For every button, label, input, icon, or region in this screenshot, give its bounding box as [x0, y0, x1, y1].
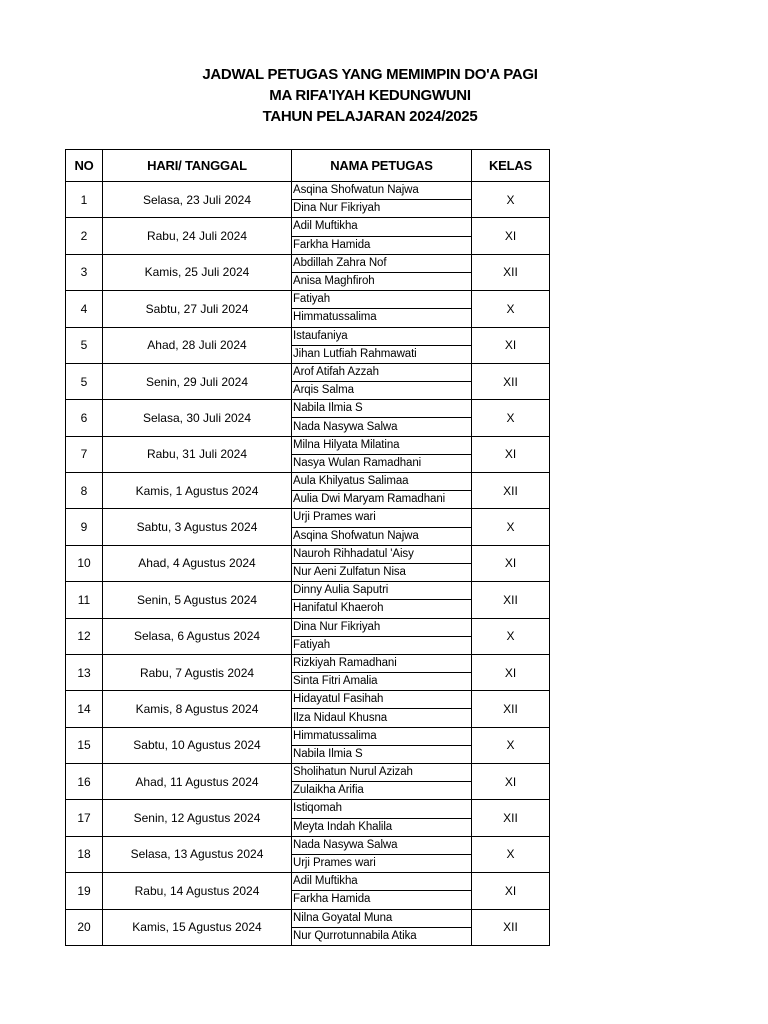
- officer-name: Asqina Shofwatun Najwa: [292, 527, 472, 545]
- row-day-date: Selasa, 6 Agustus 2024: [103, 618, 292, 654]
- table-row: [66, 327, 550, 345]
- table-row: [66, 182, 550, 200]
- document-title: [0, 64, 740, 127]
- table-row: [66, 873, 550, 891]
- table-row: [66, 764, 550, 782]
- table-row: [66, 363, 550, 381]
- row-number: 11: [66, 582, 103, 618]
- row-class: XI: [472, 218, 550, 254]
- officer-name: Istiqomah: [292, 800, 472, 818]
- row-class: XI: [472, 873, 550, 909]
- row-number: 3: [66, 254, 103, 290]
- officer-name: Urji Prames wari: [292, 854, 472, 872]
- title-line-3: TAHUN PELAJARAN 2024/2025: [262, 108, 478, 125]
- officer-name: Aula Khilyatus Salimaa: [292, 473, 472, 491]
- officer-name: Dinny Aulia Saputri: [292, 582, 472, 600]
- row-day-date: Selasa, 23 Juli 2024: [103, 182, 292, 218]
- table-row: [66, 400, 550, 418]
- row-class: XII: [472, 909, 550, 945]
- table-row: [66, 618, 550, 636]
- row-number: 7: [66, 436, 103, 472]
- row-number: 17: [66, 800, 103, 836]
- row-class: XI: [472, 545, 550, 581]
- table-row: [66, 291, 550, 309]
- officer-name: Hidayatul Fasihah: [292, 691, 472, 709]
- header-kelas: KELAS: [472, 150, 550, 182]
- row-class: X: [472, 836, 550, 872]
- row-day-date: Senin, 29 Juli 2024: [103, 363, 292, 399]
- row-class: XI: [472, 436, 550, 472]
- row-class: XI: [472, 764, 550, 800]
- row-class: X: [472, 182, 550, 218]
- row-class: X: [472, 618, 550, 654]
- header-name: NAMA PETUGAS: [292, 150, 472, 182]
- row-class: XII: [472, 691, 550, 727]
- officer-name: Nur Qurrotunnabila Atika: [292, 927, 472, 945]
- table-row: [66, 691, 550, 709]
- officer-name: Arof Atifah Azzah: [292, 363, 472, 381]
- row-number: 5: [66, 363, 103, 399]
- row-day-date: Rabu, 14 Agustus 2024: [103, 873, 292, 909]
- schedule-body: [66, 182, 550, 946]
- row-number: 16: [66, 764, 103, 800]
- officer-name: Farkha Hamida: [292, 891, 472, 909]
- title-line-2: MA RIFA'IYAH KEDUNGWUNI: [269, 87, 471, 104]
- row-class: XII: [472, 473, 550, 509]
- row-class: XII: [472, 363, 550, 399]
- row-number: 10: [66, 545, 103, 581]
- row-day-date: Kamis, 1 Agustus 2024: [103, 473, 292, 509]
- row-day-date: Selasa, 13 Agustus 2024: [103, 836, 292, 872]
- officer-name: Himmatussalima: [292, 309, 472, 327]
- row-number: 12: [66, 618, 103, 654]
- officer-name: Asqina Shofwatun Najwa: [292, 182, 472, 200]
- officer-name: Ilza Nidaul Khusna: [292, 709, 472, 727]
- header-no: NO: [66, 150, 103, 182]
- row-day-date: Ahad, 28 Juli 2024: [103, 327, 292, 363]
- table-row: [66, 727, 550, 745]
- row-number: 18: [66, 836, 103, 872]
- table-row: [66, 909, 550, 927]
- row-class: XII: [472, 582, 550, 618]
- row-class: XII: [472, 800, 550, 836]
- officer-name: Rizkiyah Ramadhani: [292, 654, 472, 672]
- row-number: 19: [66, 873, 103, 909]
- table-row: [66, 254, 550, 272]
- table-row: [66, 509, 550, 527]
- officer-name: Aulia Dwi Maryam Ramadhani: [292, 491, 472, 509]
- row-class: X: [472, 727, 550, 763]
- row-number: 2: [66, 218, 103, 254]
- row-class: X: [472, 400, 550, 436]
- table-row: [66, 436, 550, 454]
- row-day-date: Ahad, 11 Agustus 2024: [103, 764, 292, 800]
- officer-name: Nabila Ilmia S: [292, 400, 472, 418]
- row-number: 14: [66, 691, 103, 727]
- officer-name: Fatiyah: [292, 291, 472, 309]
- header-day: HARI/ TANGGAL: [103, 150, 292, 182]
- officer-name: Urji Prames wari: [292, 509, 472, 527]
- row-number: 5: [66, 327, 103, 363]
- officer-name: Hanifatul Khaeroh: [292, 600, 472, 618]
- officer-name: Milna Hilyata Milatina: [292, 436, 472, 454]
- officer-name: Jihan Lutfiah Rahmawati: [292, 345, 472, 363]
- row-class: X: [472, 509, 550, 545]
- row-class: XI: [472, 654, 550, 690]
- table-row: [66, 218, 550, 236]
- row-class: X: [472, 291, 550, 327]
- row-day-date: Senin, 5 Agustus 2024: [103, 582, 292, 618]
- row-number: 6: [66, 400, 103, 436]
- row-number: 4: [66, 291, 103, 327]
- table-row: [66, 545, 550, 563]
- title-line-1: JADWAL PETUGAS YANG MEMIMPIN DO'A PAGI: [202, 66, 538, 83]
- header-row: [66, 150, 550, 182]
- officer-name: Dina Nur Fikriyah: [292, 200, 472, 218]
- officer-name: Sinta Fitri Amalia: [292, 673, 472, 691]
- officer-name: Sholihatun Nurul Azizah: [292, 764, 472, 782]
- officer-name: Adil Muftikha: [292, 873, 472, 891]
- row-day-date: Sabtu, 10 Agustus 2024: [103, 727, 292, 763]
- row-class: XI: [472, 327, 550, 363]
- officer-name: Nauroh Rihhadatul 'Aisy: [292, 545, 472, 563]
- officer-name: Nur Aeni Zulfatun Nisa: [292, 563, 472, 581]
- row-number: 15: [66, 727, 103, 763]
- table-row: [66, 836, 550, 854]
- row-number: 1: [66, 182, 103, 218]
- officer-name: Anisa Maghfiroh: [292, 272, 472, 290]
- row-day-date: Rabu, 31 Juli 2024: [103, 436, 292, 472]
- officer-name: Himmatussalima: [292, 727, 472, 745]
- row-number: 20: [66, 909, 103, 945]
- row-day-date: Sabtu, 3 Agustus 2024: [103, 509, 292, 545]
- row-day-date: Senin, 12 Agustus 2024: [103, 800, 292, 836]
- officer-name: Nabila Ilmia S: [292, 745, 472, 763]
- row-day-date: Selasa, 30 Juli 2024: [103, 400, 292, 436]
- table-row: [66, 473, 550, 491]
- officer-name: Nilna Goyatal Muna: [292, 909, 472, 927]
- row-day-date: Kamis, 8 Agustus 2024: [103, 691, 292, 727]
- officer-name: Nada Nasywa Salwa: [292, 418, 472, 436]
- officer-name: Nasya Wulan Ramadhani: [292, 454, 472, 472]
- officer-name: Istaufaniya: [292, 327, 472, 345]
- officer-name: Abdillah Zahra Nof: [292, 254, 472, 272]
- row-day-date: Kamis, 25 Juli 2024: [103, 254, 292, 290]
- table-row: [66, 800, 550, 818]
- row-day-date: Rabu, 7 Agustis 2024: [103, 654, 292, 690]
- officer-name: Adil Muftikha: [292, 218, 472, 236]
- officer-name: Dina Nur Fikriyah: [292, 618, 472, 636]
- row-number: 13: [66, 654, 103, 690]
- table-row: [66, 582, 550, 600]
- row-day-date: Sabtu, 27 Juli 2024: [103, 291, 292, 327]
- officer-name: Arqis Salma: [292, 382, 472, 400]
- row-number: 8: [66, 473, 103, 509]
- officer-name: Farkha Hamida: [292, 236, 472, 254]
- row-day-date: Kamis, 15 Agustus 2024: [103, 909, 292, 945]
- officer-name: Fatiyah: [292, 636, 472, 654]
- row-number: 9: [66, 509, 103, 545]
- schedule-table: [65, 149, 550, 946]
- officer-name: Nada Nasywa Salwa: [292, 836, 472, 854]
- officer-name: Meyta Indah Khalila: [292, 818, 472, 836]
- officer-name: Zulaikha Arifia: [292, 782, 472, 800]
- table-row: [66, 654, 550, 672]
- row-day-date: Rabu, 24 Juli 2024: [103, 218, 292, 254]
- row-day-date: Ahad, 4 Agustus 2024: [103, 545, 292, 581]
- row-class: XII: [472, 254, 550, 290]
